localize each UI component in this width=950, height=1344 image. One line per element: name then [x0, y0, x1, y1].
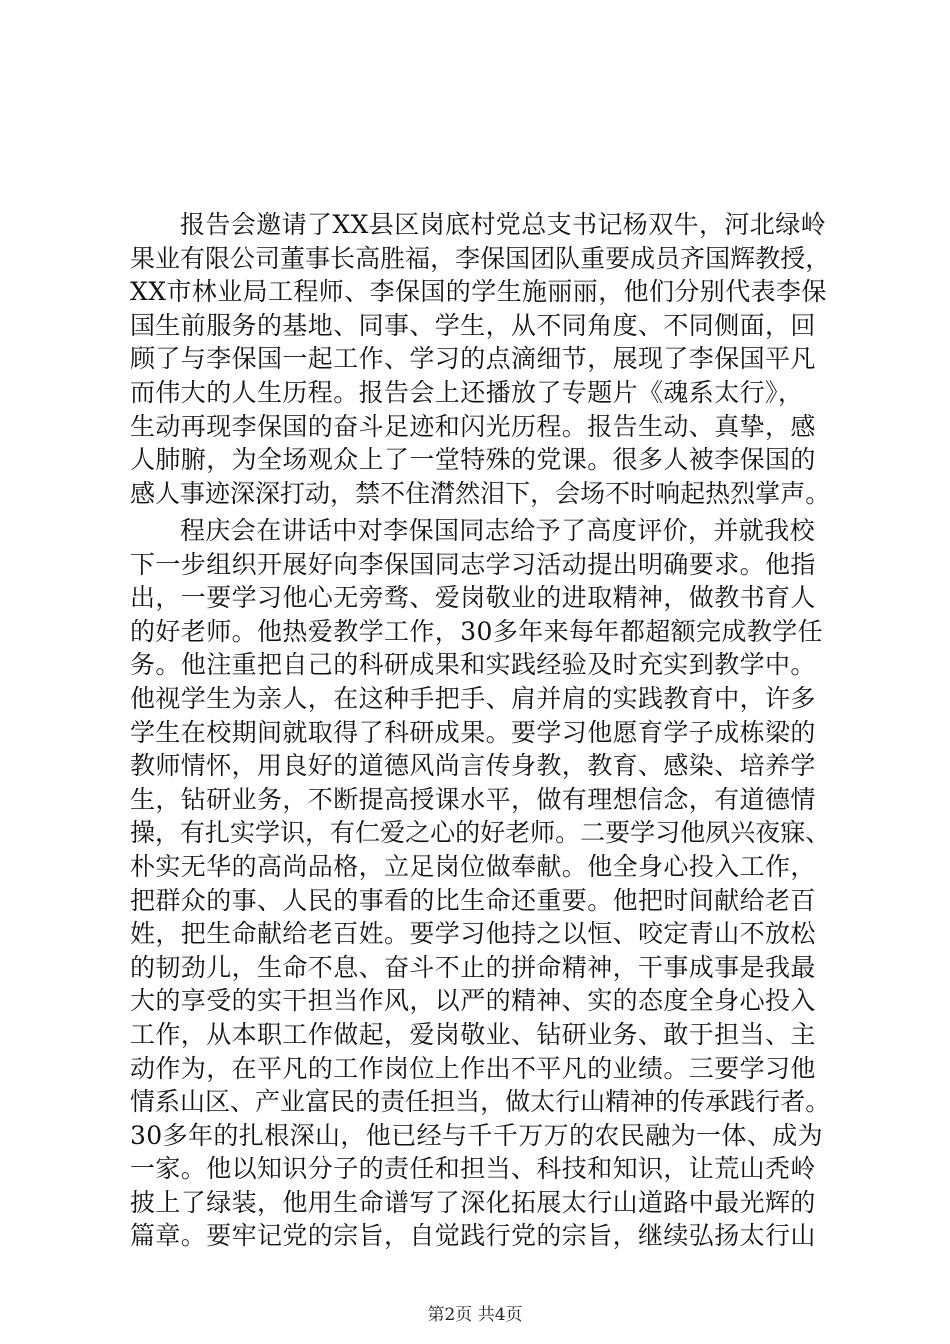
text-line: 程庆会在讲话中对李保国同志给予了高度评价，并就我校 [180, 516, 816, 545]
text-line: 把群众的事、人民的事看的比生命还重要。他把时间献给老百 [130, 885, 816, 915]
text-line: XX市林业局工程师、李保国的学生施丽丽，他们分别代表李保 [130, 277, 827, 307]
text-line: 顾了与李保国一起工作、学习的点滴细节，展现了李保国平凡 [130, 344, 816, 374]
text-line: 情系山区、产业富民的责任担当，做太行山精神的传承践行者。 [130, 1087, 831, 1117]
text-line: 国生前服务的基地、同事、学生，从不同角度、不同侧面，回 [130, 310, 816, 340]
paragraph-1 [130, 208, 830, 510]
text-line: 大的享受的实干担当作风，以严的精神、实的态度全身心投入 [130, 986, 816, 1016]
text-line: 生，钻研业务，不断提高授课水平，做有理想信念，有道德情 [130, 784, 816, 814]
text-line: 动作为，在平凡的工作岗位上作出不平凡的业绩。三要学习他 [130, 1053, 816, 1083]
text-line: 报告会邀请了XX县区岗底村党总支书记杨双牛，河北绿岭 [180, 210, 826, 239]
text-line: 披上了绿装，他用生命谱写了深化拓展太行山道路中最光辉的 [130, 1187, 816, 1217]
text-line: 朴实无华的高尚品格，立足岗位做奉献。他全身心投入工作， [130, 851, 816, 881]
text-line: 生动再现李保国的奋斗足迹和闪光历程。报告生动、真挚，感 [130, 411, 816, 441]
text-line: 篇章。要牢记党的宗旨，自觉践行党的宗旨，继续弘扬太行山 [130, 1221, 816, 1251]
text-line: 他视学生为亲人，在这种手把手、肩并肩的实践教育中，许多 [130, 683, 816, 713]
text-line: 工作，从本职工作做起，爱岗敬业、钻研业务、敢于担当、主 [130, 1019, 816, 1049]
text-line: 一家。他以知识分子的责任和担当、科技和知识，让荒山秃岭 [130, 1154, 816, 1184]
text-line: 人肺腑，为全场观众上了一堂特殊的党课。很多人被李保国的 [130, 445, 816, 475]
text-line: 教师情怀，用良好的道德风尚言传身教，教育、感染、培养学 [130, 751, 816, 781]
text-line: 感人事迹深深打动，禁不住潸然泪下，会场不时响起热烈掌声。 [130, 478, 831, 508]
text-line: 的韧劲儿，生命不息、奋斗不止的拼命精神，干事成事是我最 [130, 952, 816, 982]
text-line: 学生在校期间就取得了科研成果。要学习他愿育学子成栋梁的 [130, 717, 816, 747]
page-footer: 第2页 共4页 [427, 1305, 523, 1325]
text-line: 姓，把生命献给老百姓。要学习他持之以恒、咬定青山不放松 [130, 919, 816, 949]
text-line: 出，一要学习他心无旁骛、爱岗敬业的进取精神，做教书育人 [130, 583, 816, 613]
text-line: 30多年的扎根深山，他已经与千千万万的农民融为一体、成为 [130, 1120, 824, 1150]
paragraph-2 [130, 514, 830, 1253]
text-line: 的好老师。他热爱教学工作，30多年来每年都超额完成教学任 [130, 616, 824, 646]
text-line: 务。他注重把自己的科研成果和实践经验及时充实到教学中。 [130, 650, 816, 680]
text-line: 下一步组织开展好向李保国同志学习活动提出明确要求。他指 [130, 549, 816, 579]
text-line: 而伟大的人生历程。报告会上还播放了专题片《魂系太行》， [130, 377, 804, 407]
text-line: 果业有限公司董事长高胜福，李保国团队重要成员齐国辉教授， [130, 243, 831, 273]
text-line: 操，有扎实学识，有仁爱之心的好老师。二要学习他夙兴夜寐、 [130, 818, 831, 848]
